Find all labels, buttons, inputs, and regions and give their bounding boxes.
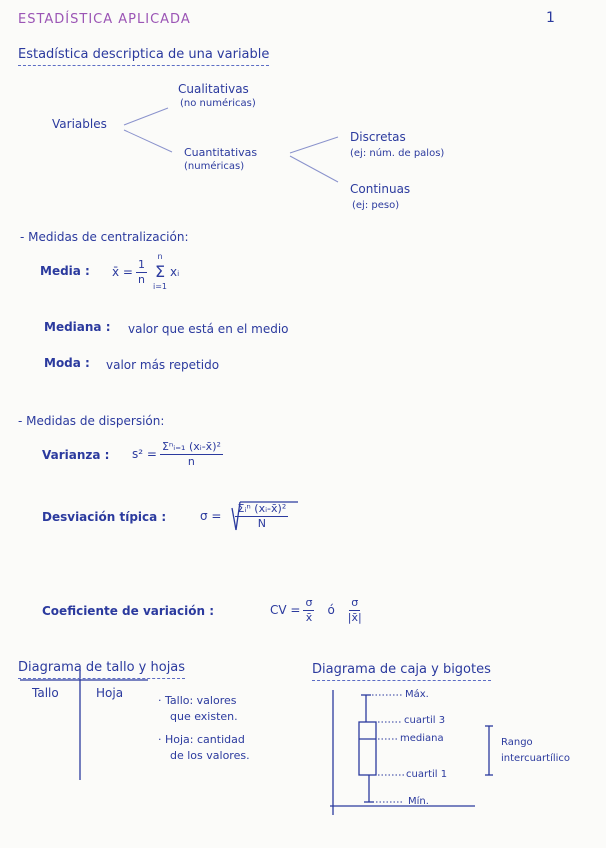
numerator: 1	[137, 257, 145, 271]
caja-q3: cuartil 3	[404, 715, 446, 726]
caja-rango: Rango	[501, 737, 533, 748]
page-title: ESTADÍSTICA APLICADA	[18, 12, 191, 27]
tallo-note-1b: que existen.	[170, 710, 238, 723]
tree-cuantitativas: Cuantitativas	[184, 146, 258, 159]
varianza-fraction	[160, 440, 223, 469]
numerator: σ	[305, 596, 313, 609]
desviacion-formula	[200, 502, 291, 531]
varianza-lhs: s² =	[132, 447, 157, 462]
tree-cualitativas: Cualitativas	[178, 82, 249, 96]
tallo-title: Diagrama de tallo y hojas	[18, 660, 185, 679]
hoja-col: Hoja	[96, 686, 124, 700]
desviacion-label: Desviación típica :	[42, 510, 167, 524]
cv-label: Coeficiente de variación :	[42, 604, 214, 618]
media-lhs: x̄ =	[112, 264, 133, 279]
denominator: N	[257, 516, 266, 530]
denominator: n	[187, 454, 195, 468]
tallo-note-1: · Tallo: valores	[158, 694, 237, 707]
media-label: Media :	[40, 264, 90, 278]
tree-discretas: Discretas	[350, 130, 406, 144]
tree-continuas: Continuas	[350, 182, 411, 196]
caja-rango-2: intercuartílico	[501, 753, 571, 764]
numerator: Σⁿᵢ₌₁ (xᵢ-x̄)²	[161, 440, 221, 453]
tree-cualitativas-note: (no numéricas)	[180, 98, 256, 109]
numerator: Σᵢⁿ (xᵢ-x̄)²	[237, 502, 287, 515]
desviacion-fraction	[235, 502, 288, 531]
tallo-note-2b: de los valores.	[170, 749, 250, 762]
varianza-label: Varianza :	[42, 448, 110, 462]
cv-fraction-2	[348, 596, 362, 625]
tallo-col: Tallo	[32, 686, 59, 700]
numerator: σ	[351, 596, 359, 609]
moda-text: valor más repetido	[106, 358, 220, 372]
section-title: Estadística descriptica de una variable	[18, 47, 269, 66]
media-fraction	[136, 258, 147, 287]
sum-symbol	[153, 252, 167, 292]
cv-fraction-1	[303, 596, 314, 625]
sum-bottom: i=1	[152, 282, 167, 291]
sum: Σ	[154, 262, 166, 281]
tallo-note-2: · Hoja: cantidad	[158, 733, 245, 746]
tree-cuantitativas-note: (numéricas)	[184, 161, 245, 172]
caja-title: Diagrama de caja y bigotes	[312, 662, 491, 681]
mediana-label: Mediana :	[44, 320, 111, 334]
media-formula	[112, 252, 179, 292]
caja-mediana: mediana	[400, 733, 444, 744]
cv-lhs: CV =	[270, 603, 301, 618]
caja-max: Máx.	[405, 689, 429, 700]
denominator: n	[137, 272, 145, 286]
sum-top: n	[157, 252, 163, 261]
media-term: xᵢ	[170, 264, 180, 279]
cv-formula	[270, 596, 365, 625]
denominator: |x̄|	[347, 610, 362, 624]
page-number: 1	[546, 10, 555, 26]
moda-label: Moda :	[44, 356, 90, 370]
tree-root: Variables	[52, 117, 107, 131]
denominator: x̄	[305, 610, 313, 624]
tree-continuas-note: (ej: peso)	[352, 200, 400, 211]
desviacion-lhs: σ =	[200, 509, 222, 524]
tree-discretas-note: (ej: núm. de palos)	[350, 148, 445, 159]
cv-or: ó	[327, 603, 335, 618]
varianza-formula	[132, 440, 226, 469]
dispersion-heading: - Medidas de dispersión:	[18, 414, 165, 428]
caja-q1: cuartil 1	[406, 769, 448, 780]
caja-min: Mín.	[408, 796, 429, 807]
mediana-text: valor que está en el medio	[128, 322, 289, 336]
centralizacion-heading: - Medidas de centralización:	[20, 230, 189, 244]
